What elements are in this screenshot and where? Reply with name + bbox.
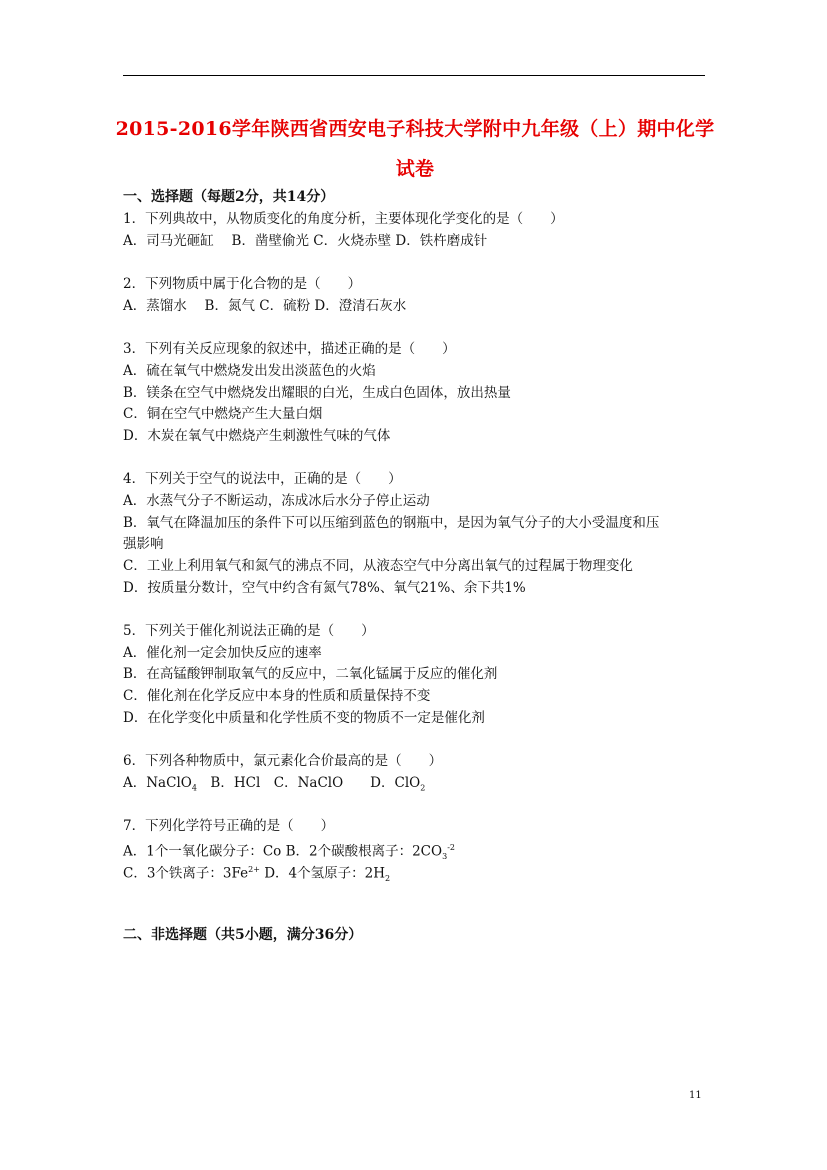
- q2-options: A．蒸馏水 B．氮气 C．硫粉 D．澄清石灰水: [123, 298, 407, 314]
- q5-stem: 5．下列关于催化剂说法正确的是（ ）: [123, 623, 375, 639]
- q4-option-b-line1: B．氧气在降温加压的条件下可以压缩到蓝色的钢瓶中，是因为氧气分子的大小受温度和压: [123, 515, 660, 531]
- q6-options-rest: B．HCl C．NaClO D．ClO: [196, 775, 421, 791]
- q7-options-ab: A．1个一氧化碳分子：Co B．2个碳酸根离子：2CO: [123, 843, 443, 860]
- q3-option-b: B．镁条在空气中燃烧发出耀眼的白光，生成白色固体，放出热量: [123, 385, 511, 401]
- q4-option-a: A．水蒸气分子不断运动，冻成冰后水分子停止运动: [123, 493, 430, 509]
- q5-option-b: B．在高锰酸钾制取氧气的反应中，二氧化锰属于反应的催化剂: [123, 666, 498, 682]
- page-number: 11: [689, 1090, 702, 1101]
- q7-option-c: C．3个铁离子：3Fe: [123, 865, 249, 882]
- q6-option-a-subscript: 4: [191, 783, 197, 793]
- q4-option-b-line2: 强影响: [123, 536, 164, 552]
- q7-carbonate-charge: -2: [447, 843, 455, 852]
- q5-option-c: C．催化剂在化学反应中本身的性质和质量保持不变: [123, 688, 431, 704]
- q7-options-line2: [123, 861, 390, 888]
- q7-stem: 7．下列化学符号正确的是（ ）: [123, 818, 335, 834]
- q6-option-d-subscript: 2: [420, 783, 426, 793]
- q2-stem: 2．下列物质中属于化合物的是（ ）: [123, 276, 362, 292]
- q3-option-a: A．硫在氧气中燃烧发出发出淡蓝色的火焰: [123, 363, 376, 379]
- q6-options: [123, 774, 425, 798]
- doc-title-line1: 2015-2016学年陕西省西安电子科技大学附中九年级（上）期中化学: [115, 118, 715, 140]
- q7-option-d: D．4个氢原子：2H: [259, 865, 386, 882]
- q1-options: A．司马光砸缸 B．凿壁偷光 C．火烧赤壁 D．铁杵磨成针: [123, 233, 488, 249]
- q3-option-d: D．木炭在氧气中燃烧产生刺激性气味的气体: [123, 428, 391, 444]
- section1-heading: 一、选择题（每题2分，共14分）: [123, 189, 335, 205]
- q7-carbonate-subscript: 3: [442, 852, 448, 862]
- q6-option-a: A．NaClO: [123, 775, 192, 791]
- q4-option-d: D．按质量分数计，空气中约含有氮气78%、氧气21%、余下共1%: [123, 580, 526, 596]
- q4-option-c: C．工业上利用氧气和氮气的沸点不同，从液态空气中分离出氧气的过程属于物理变化: [123, 558, 633, 574]
- q6-stem: 6．下列各种物质中，氯元素化合价最高的是（ ）: [123, 753, 443, 769]
- section2-heading: 二、非选择题（共5小题，满分36分）: [123, 927, 363, 943]
- q5-option-a: A．催化剂一定会加快反应的速率: [123, 645, 322, 661]
- q4-stem: 4．下列关于空气的说法中，正确的是（ ）: [123, 471, 402, 487]
- q5-option-d: D．在化学变化中质量和化学性质不变的物质不一定是催化剂: [123, 710, 485, 726]
- q3-option-c: C．铜在空气中燃烧产生大量白烟: [123, 406, 323, 422]
- q3-stem: 3．下列有关反应现象的叙述中，描述正确的是（ ）: [123, 341, 456, 357]
- q7-iron-charge: 2+: [248, 865, 260, 874]
- q7-hydrogen-subscript: 2: [385, 874, 391, 884]
- header-rule: [123, 75, 705, 76]
- q1-stem: 1．下列典故中，从物质变化的角度分析，主要体现化学变化的是（ ）: [123, 211, 564, 227]
- doc-title-line2: 试卷: [395, 158, 435, 180]
